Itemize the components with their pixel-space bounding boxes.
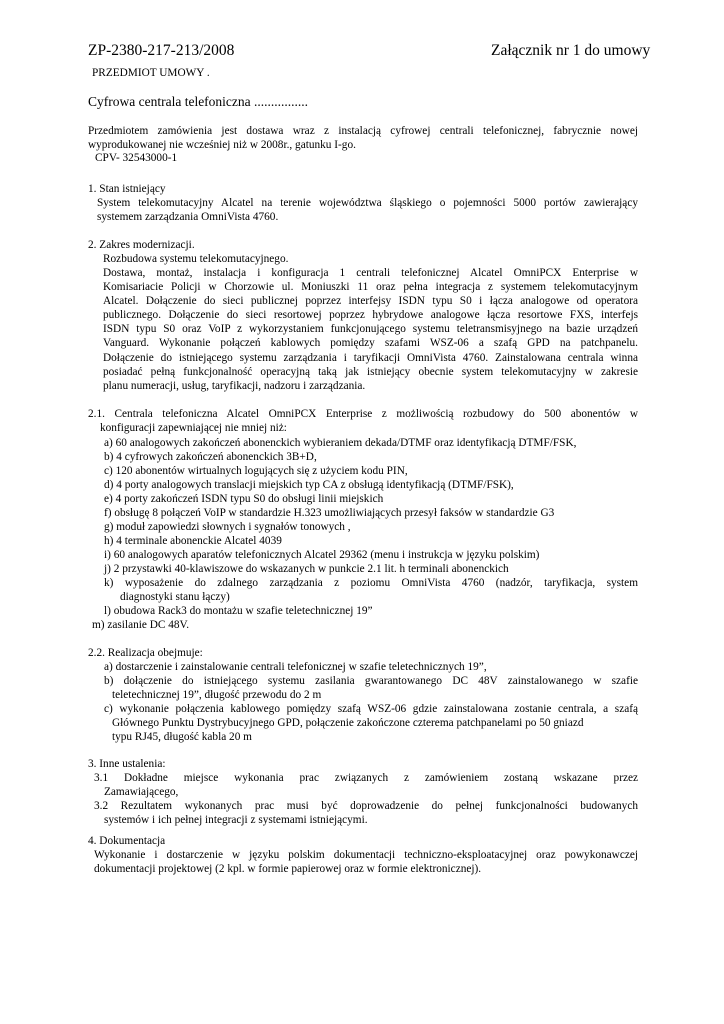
section-2-heading: 2. Zakres modernizacji.	[88, 239, 195, 251]
intro-paragraph	[88, 124, 638, 152]
section-2-subheading: Rozbudowa systemu telekomutacyjnego.	[103, 253, 289, 265]
section-2-line: Dołączenie do istniejącego systemu zarządzania i taryfikacji OmniVista 4760. Zainstalowana centrala winna	[103, 351, 638, 364]
intro-line-2: wyprodukowanej nie wcześniej niż w 2008r., gatunku I-go.	[88, 139, 356, 152]
list-item: b) dołączenie do istniejącego systemu zasilania gwarantowanego DC 48V zainstalowanego w szafie	[104, 675, 638, 687]
list-item-continuation: teletechnicznej 19”, długość przewodu do 2 m	[112, 689, 322, 701]
section-4-paragraph	[94, 848, 638, 876]
section-2-paragraph	[103, 266, 638, 393]
list-item: j) 2 przystawki 40-klawiszowe do wskazanych w punkcie 2.1 lit. h terminali abonenckich	[104, 563, 509, 575]
list-item-continuation: Głównego Punktu Dystrybucyjnego GPD, połączenie zakończone czterema patchpanelami po 50 gniazd	[112, 717, 584, 729]
section-2-1-line-1: 2.1. Centrala telefoniczna Alcatel OmniPCX Enterprise z możliwością rozbudowy do 500 abonentów w	[88, 408, 638, 420]
list-item: g) moduł zapowiedzi słownych i sygnałów tonowych ,	[104, 521, 351, 533]
section-2-line: publicznego. Dołączenie do sieci resortowej poprzez hybrydowe analogowe łącza resortowe FXS, interfejs	[103, 309, 638, 322]
section-1-paragraph	[97, 196, 638, 224]
list-item: f) obsługę 8 połączeń VoIP w standardzie H.323 umożliwiających przesył faksów w standardzie G3	[104, 507, 555, 519]
section-3-line: 3.1 Dokładne miejsce wykonania prac związanych z zamówieniem zostaną wskazane przez	[94, 772, 638, 784]
document-reference: ZP-2380-217-213/2008	[88, 42, 235, 59]
section-3-line: systemów i ich pełnej integracji z systemami istniejącymi.	[104, 814, 368, 826]
list-item: m) zasilanie DC 48V.	[92, 619, 190, 631]
list-item: c) wykonanie połączenia kablowego pomiędzy szafą WSZ-06 gdzie zainstalowana zostanie centrala, a szafą	[104, 703, 638, 715]
section-3-heading: 3. Inne ustalenia:	[88, 758, 166, 770]
document-title: Cyfrowa centrala telefoniczna ................	[88, 94, 309, 109]
list-item: b) 4 cyfrowych zakończeń abonenckich 3B+D,	[104, 451, 317, 463]
intro-line-1: Przedmiotem zamówienia jest dostawa wraz z instalacją cyfrowej centrali telefonicznej, fabrycznie nowej	[88, 125, 638, 137]
list-item-continuation: typu RJ45, długość kabla 20 m	[112, 731, 252, 743]
section-2-line: ISDN typu S0 oraz VoIP z wykorzystaniem funkcjonującego systemu teletransmisyjnego na bazie urządzeń	[103, 323, 638, 336]
section-2-line: planu numeracji, usług, taryfikacji, nadzoru i zarządzania.	[103, 379, 366, 392]
section-1-line-1: System telekomutacyjny Alcatel na terenie województwa śląskiego o pojemności 5000 portów zawierający	[97, 197, 638, 209]
section-2-line: Komisariacie Policji w Chorzowie ul. Moniuszki 11 oraz pełna integracja z systemem telekomutacyjnym	[103, 281, 638, 294]
list-item-continuation: diagnostyki stanu łączy)	[120, 591, 230, 603]
list-item: c) 120 abonentów wirtualnych logujących się z użyciem kodu PIN,	[104, 465, 408, 477]
list-item: i) 60 analogowych aparatów telefonicznych Alcatel 29362 (menu i instrukcja w języku polskim)	[104, 549, 540, 561]
annex-label: Załącznik nr 1 do umowy	[491, 42, 651, 59]
section-3-line: 3.2 Rezultatem wykonanych prac musi być doprowadzenie do pełnej funkcjonalności budowanych	[94, 800, 638, 812]
list-item: e) 4 porty zakończeń ISDN typu S0 do obsługi linii miejskich	[104, 493, 384, 505]
section-4-heading: 4. Dokumentacja	[88, 835, 166, 847]
section-2-line: Vanguard. Wykonanie połączeń kablowych pomiędzy szafami WSZ-06 a szafą GPD na patchpanelu.	[103, 337, 638, 350]
list-item: d) 4 porty analogowych translacji miejskich typ CA z obsługą identyfikacją (DTMF/FSK),	[104, 479, 514, 491]
section-1-heading: 1. Stan istniejący	[88, 183, 166, 195]
list-item: a) 60 analogowych zakończeń abonenckich wybieraniem dekada/DTMF oraz identyfikacją DTMF/FSK,	[104, 437, 577, 449]
section-1-line-2: systemem zarządzania OmniVista 4760.	[97, 211, 279, 224]
list-item: a) dostarczenie i zainstalowanie centrali telefonicznej w szafie teletechnicznych 19”,	[104, 661, 487, 673]
section-3-line: Zamawiającego,	[104, 786, 179, 798]
section-2-1-intro	[88, 407, 638, 435]
section-2-line: posiadać pełną funkcjonalność operacyjną taką jak istniejący obecnie system telekomutacyjny w zakresie	[103, 365, 638, 378]
section-2-line: Alcatel. Dołączenie do sieci publicznej poprzez interfejsy ISDN typu S0 i łącza analogowe od operatora	[103, 295, 638, 308]
section-2-line: Dostawa, montaż, instalacja i konfiguracja 1 centrali telefonicznej Alcatel OmniPCX Enterprise w	[103, 267, 638, 279]
section-2-1-line-2: konfiguracji zapewniającej nie mniej niż:	[100, 422, 287, 435]
cpv-code: CPV- 32543000-1	[95, 152, 178, 164]
section-2-2-heading: 2.2. Realizacja obejmuje:	[88, 647, 203, 659]
list-item: h) 4 terminale abonenckie Alcatel 4039	[104, 535, 282, 547]
section-4-line-2: dokumentacji projektowej (2 kpl. w formie papierowej oraz w formie elektronicznej).	[94, 863, 482, 876]
section-4-line-1: Wykonanie i dostarczenie w języku polskim dokumentacji techniczno-eksploatacyjnej oraz powykonawczej	[94, 849, 638, 861]
list-item: l) obudowa Rack3 do montażu w szafie teletechnicznej 19”	[104, 605, 373, 617]
list-item: k) wyposażenie do zdalnego zarządzania z poziomu OmniVista 4760 (nadzór, taryfikacja, system	[104, 577, 638, 589]
subject-label: PRZEDMIOT UMOWY .	[92, 67, 210, 79]
